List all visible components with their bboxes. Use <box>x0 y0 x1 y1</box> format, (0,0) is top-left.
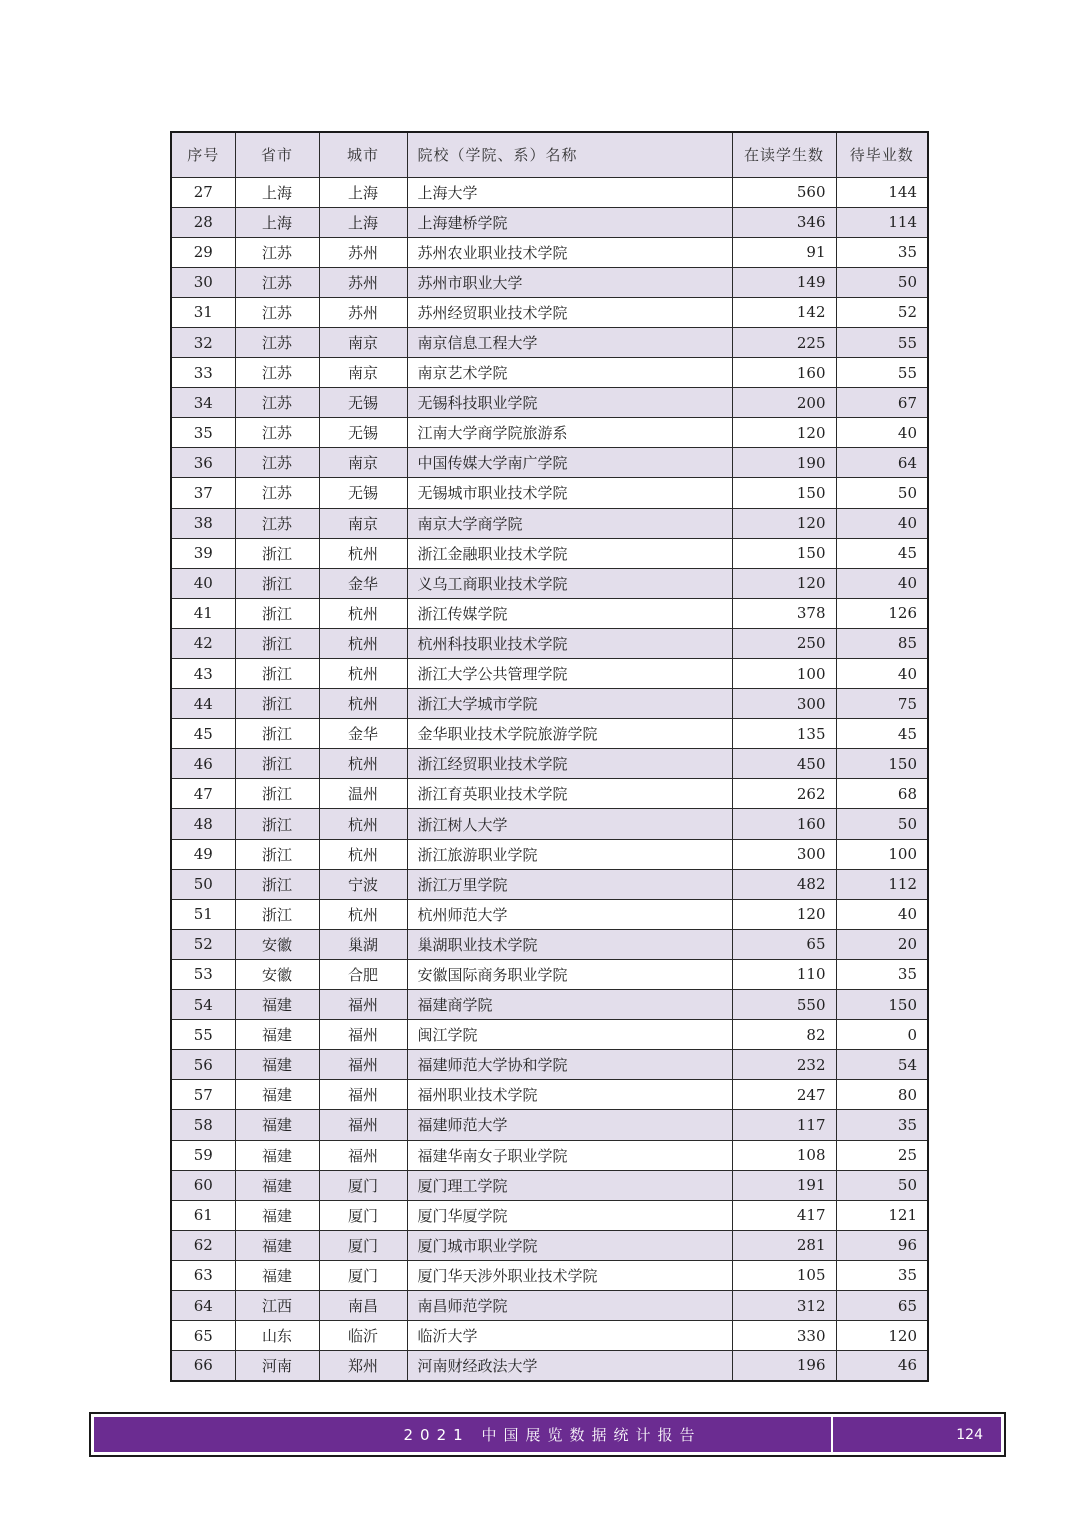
table-row <box>171 779 928 809</box>
cell-enrolled: 281 <box>732 1230 836 1260</box>
cell-school-name: 浙江育英职业技术学院 <box>407 779 732 809</box>
cell-province: 浙江 <box>235 809 319 839</box>
cell-no: 46 <box>171 749 235 779</box>
cell-city: 厦门 <box>319 1260 407 1290</box>
table-row <box>171 749 928 779</box>
cell-province: 江苏 <box>235 418 319 448</box>
table-row <box>171 448 928 478</box>
cell-enrolled: 312 <box>732 1290 836 1320</box>
table-row <box>171 628 928 658</box>
table-row <box>171 1170 928 1200</box>
cell-no: 28 <box>171 207 235 237</box>
cell-province: 江西 <box>235 1290 319 1320</box>
table-row <box>171 1080 928 1110</box>
cell-city: 上海 <box>319 207 407 237</box>
cell-no: 30 <box>171 267 235 297</box>
cell-graduating: 35 <box>836 237 928 267</box>
cell-no: 49 <box>171 839 235 869</box>
cell-school-name: 浙江经贸职业技术学院 <box>407 749 732 779</box>
cell-no: 47 <box>171 779 235 809</box>
cell-graduating: 120 <box>836 1321 928 1351</box>
table-row <box>171 598 928 628</box>
cell-graduating: 67 <box>836 388 928 418</box>
cell-graduating: 40 <box>836 418 928 448</box>
page-number: 124 <box>956 1426 983 1443</box>
cell-school-name: 义乌工商职业技术学院 <box>407 568 732 598</box>
cell-enrolled: 247 <box>732 1080 836 1110</box>
cell-city: 郑州 <box>319 1351 407 1381</box>
cell-no: 43 <box>171 659 235 689</box>
footer-band <box>94 1417 1001 1452</box>
cell-school-name: 浙江旅游职业学院 <box>407 839 732 869</box>
cell-province: 江苏 <box>235 267 319 297</box>
cell-city: 南京 <box>319 358 407 388</box>
cell-graduating: 25 <box>836 1140 928 1170</box>
cell-city: 宁波 <box>319 869 407 899</box>
cell-school-name: 浙江传媒学院 <box>407 598 732 628</box>
cell-province: 福建 <box>235 990 319 1020</box>
cell-province: 福建 <box>235 1170 319 1200</box>
cell-school-name: 福建商学院 <box>407 990 732 1020</box>
cell-province: 安徽 <box>235 959 319 989</box>
cell-province: 江苏 <box>235 478 319 508</box>
cell-graduating: 55 <box>836 327 928 357</box>
cell-school-name: 福建师范大学协和学院 <box>407 1050 732 1080</box>
cell-city: 金华 <box>319 719 407 749</box>
cell-school-name: 上海建桥学院 <box>407 207 732 237</box>
cell-graduating: 126 <box>836 598 928 628</box>
cell-city: 苏州 <box>319 267 407 297</box>
cell-enrolled: 196 <box>732 1351 836 1381</box>
cell-graduating: 20 <box>836 929 928 959</box>
table-row <box>171 388 928 418</box>
cell-school-name: 浙江金融职业技术学院 <box>407 538 732 568</box>
cell-city: 杭州 <box>319 749 407 779</box>
cell-school-name: 无锡城市职业技术学院 <box>407 478 732 508</box>
cell-graduating: 40 <box>836 568 928 598</box>
cell-province: 江苏 <box>235 358 319 388</box>
cell-enrolled: 160 <box>732 358 836 388</box>
cell-no: 38 <box>171 508 235 538</box>
cell-enrolled: 100 <box>732 659 836 689</box>
cell-no: 36 <box>171 448 235 478</box>
cell-school-name: 浙江树人大学 <box>407 809 732 839</box>
cell-no: 33 <box>171 358 235 388</box>
cell-city: 福州 <box>319 1110 407 1140</box>
table-row <box>171 839 928 869</box>
table-row <box>171 959 928 989</box>
header-city: 城市 <box>319 132 407 177</box>
cell-city: 南昌 <box>319 1290 407 1320</box>
cell-province: 江苏 <box>235 297 319 327</box>
cell-city: 巢湖 <box>319 929 407 959</box>
cell-no: 44 <box>171 689 235 719</box>
cell-city: 金华 <box>319 568 407 598</box>
cell-no: 39 <box>171 538 235 568</box>
cell-school-name: 江南大学商学院旅游系 <box>407 418 732 448</box>
cell-school-name: 福建师范大学 <box>407 1110 732 1140</box>
cell-province: 福建 <box>235 1050 319 1080</box>
cell-school-name: 福州职业技术学院 <box>407 1080 732 1110</box>
table-header-row <box>171 132 928 177</box>
cell-graduating: 114 <box>836 207 928 237</box>
cell-enrolled: 417 <box>732 1200 836 1230</box>
cell-graduating: 65 <box>836 1290 928 1320</box>
cell-city: 苏州 <box>319 297 407 327</box>
cell-enrolled: 482 <box>732 869 836 899</box>
footer-bar <box>89 1412 1006 1457</box>
cell-graduating: 45 <box>836 538 928 568</box>
header-no: 序号 <box>171 132 235 177</box>
table-row <box>171 1230 928 1260</box>
table-row <box>171 659 928 689</box>
cell-graduating: 35 <box>836 1110 928 1140</box>
cell-enrolled: 120 <box>732 568 836 598</box>
cell-city: 上海 <box>319 177 407 207</box>
cell-city: 南京 <box>319 327 407 357</box>
table-row <box>171 1020 928 1050</box>
cell-no: 45 <box>171 719 235 749</box>
cell-no: 65 <box>171 1321 235 1351</box>
table-row <box>171 237 928 267</box>
cell-city: 杭州 <box>319 538 407 568</box>
cell-city: 无锡 <box>319 388 407 418</box>
cell-school-name: 中国传媒大学南广学院 <box>407 448 732 478</box>
cell-school-name: 南京信息工程大学 <box>407 327 732 357</box>
cell-school-name: 无锡科技职业学院 <box>407 388 732 418</box>
cell-province: 福建 <box>235 1230 319 1260</box>
table-row <box>171 1050 928 1080</box>
table-row <box>171 1321 928 1351</box>
cell-province: 福建 <box>235 1260 319 1290</box>
cell-enrolled: 450 <box>732 749 836 779</box>
cell-city: 厦门 <box>319 1230 407 1260</box>
table-row <box>171 1351 928 1381</box>
cell-city: 温州 <box>319 779 407 809</box>
cell-no: 42 <box>171 628 235 658</box>
cell-school-name: 南京大学商学院 <box>407 508 732 538</box>
cell-school-name: 河南财经政法大学 <box>407 1351 732 1381</box>
cell-province: 浙江 <box>235 689 319 719</box>
cell-no: 54 <box>171 990 235 1020</box>
cell-province: 江苏 <box>235 388 319 418</box>
table-row <box>171 899 928 929</box>
cell-province: 浙江 <box>235 749 319 779</box>
cell-graduating: 40 <box>836 659 928 689</box>
cell-enrolled: 300 <box>732 839 836 869</box>
cell-school-name: 杭州师范大学 <box>407 899 732 929</box>
cell-graduating: 150 <box>836 749 928 779</box>
cell-school-name: 安徽国际商务职业学院 <box>407 959 732 989</box>
table-row <box>171 478 928 508</box>
cell-city: 临沂 <box>319 1321 407 1351</box>
cell-province: 上海 <box>235 177 319 207</box>
cell-province: 浙江 <box>235 899 319 929</box>
table-row <box>171 1110 928 1140</box>
header-name: 院校（学院、系）名称 <box>407 132 732 177</box>
cell-enrolled: 346 <box>732 207 836 237</box>
cell-no: 52 <box>171 929 235 959</box>
cell-province: 福建 <box>235 1020 319 1050</box>
cell-city: 福州 <box>319 1140 407 1170</box>
cell-city: 杭州 <box>319 809 407 839</box>
cell-city: 厦门 <box>319 1170 407 1200</box>
cell-no: 31 <box>171 297 235 327</box>
cell-province: 浙江 <box>235 568 319 598</box>
cell-enrolled: 160 <box>732 809 836 839</box>
cell-enrolled: 232 <box>732 1050 836 1080</box>
table-row <box>171 418 928 448</box>
cell-enrolled: 225 <box>732 327 836 357</box>
cell-enrolled: 150 <box>732 478 836 508</box>
cell-no: 40 <box>171 568 235 598</box>
cell-no: 58 <box>171 1110 235 1140</box>
table-row <box>171 568 928 598</box>
cell-no: 64 <box>171 1290 235 1320</box>
cell-no: 48 <box>171 809 235 839</box>
cell-enrolled: 150 <box>732 538 836 568</box>
cell-city: 南京 <box>319 508 407 538</box>
cell-graduating: 55 <box>836 358 928 388</box>
header-enrolled: 在读学生数 <box>732 132 836 177</box>
table-row <box>171 177 928 207</box>
cell-graduating: 54 <box>836 1050 928 1080</box>
cell-graduating: 35 <box>836 959 928 989</box>
cell-enrolled: 105 <box>732 1260 836 1290</box>
cell-city: 杭州 <box>319 598 407 628</box>
cell-school-name: 南京艺术学院 <box>407 358 732 388</box>
cell-city: 杭州 <box>319 899 407 929</box>
cell-enrolled: 378 <box>732 598 836 628</box>
cell-school-name: 闽江学院 <box>407 1020 732 1050</box>
cell-no: 51 <box>171 899 235 929</box>
cell-enrolled: 120 <box>732 508 836 538</box>
table-row <box>171 327 928 357</box>
cell-no: 41 <box>171 598 235 628</box>
table-row <box>171 297 928 327</box>
cell-city: 福州 <box>319 1080 407 1110</box>
cell-school-name: 厦门城市职业学院 <box>407 1230 732 1260</box>
table-body <box>171 177 928 1381</box>
cell-province: 浙江 <box>235 869 319 899</box>
cell-city: 福州 <box>319 990 407 1020</box>
cell-no: 63 <box>171 1260 235 1290</box>
cell-enrolled: 135 <box>732 719 836 749</box>
cell-no: 32 <box>171 327 235 357</box>
cell-school-name: 巢湖职业技术学院 <box>407 929 732 959</box>
cell-school-name: 浙江大学公共管理学院 <box>407 659 732 689</box>
table-row <box>171 719 928 749</box>
table-row <box>171 809 928 839</box>
cell-graduating: 52 <box>836 297 928 327</box>
cell-city: 苏州 <box>319 237 407 267</box>
cell-school-name: 苏州市职业大学 <box>407 267 732 297</box>
cell-province: 浙江 <box>235 779 319 809</box>
cell-graduating: 85 <box>836 628 928 658</box>
cell-enrolled: 190 <box>732 448 836 478</box>
cell-city: 杭州 <box>319 689 407 719</box>
cell-school-name: 苏州经贸职业技术学院 <box>407 297 732 327</box>
cell-graduating: 96 <box>836 1230 928 1260</box>
cell-province: 江苏 <box>235 508 319 538</box>
cell-graduating: 50 <box>836 478 928 508</box>
cell-enrolled: 560 <box>732 177 836 207</box>
cell-no: 35 <box>171 418 235 448</box>
cell-graduating: 40 <box>836 899 928 929</box>
cell-no: 66 <box>171 1351 235 1381</box>
cell-enrolled: 120 <box>732 899 836 929</box>
cell-no: 56 <box>171 1050 235 1080</box>
cell-city: 无锡 <box>319 478 407 508</box>
cell-no: 55 <box>171 1020 235 1050</box>
cell-enrolled: 117 <box>732 1110 836 1140</box>
table-row <box>171 267 928 297</box>
table-row <box>171 1260 928 1290</box>
table-row <box>171 689 928 719</box>
cell-school-name: 福建华南女子职业学院 <box>407 1140 732 1170</box>
cell-school-name: 金华职业技术学院旅游学院 <box>407 719 732 749</box>
cell-graduating: 50 <box>836 809 928 839</box>
cell-province: 浙江 <box>235 719 319 749</box>
cell-school-name: 临沂大学 <box>407 1321 732 1351</box>
cell-no: 27 <box>171 177 235 207</box>
cell-enrolled: 65 <box>732 929 836 959</box>
colleges-table <box>170 131 929 1382</box>
table-row <box>171 1290 928 1320</box>
cell-enrolled: 200 <box>732 388 836 418</box>
cell-province: 浙江 <box>235 598 319 628</box>
cell-enrolled: 142 <box>732 297 836 327</box>
header-province: 省市 <box>235 132 319 177</box>
cell-graduating: 80 <box>836 1080 928 1110</box>
cell-graduating: 46 <box>836 1351 928 1381</box>
cell-province: 福建 <box>235 1080 319 1110</box>
cell-enrolled: 330 <box>732 1321 836 1351</box>
cell-school-name: 上海大学 <box>407 177 732 207</box>
table-row <box>171 538 928 568</box>
table-row <box>171 1200 928 1230</box>
table-row <box>171 358 928 388</box>
cell-city: 杭州 <box>319 839 407 869</box>
cell-graduating: 0 <box>836 1020 928 1050</box>
cell-province: 安徽 <box>235 929 319 959</box>
cell-no: 37 <box>171 478 235 508</box>
cell-province: 江苏 <box>235 237 319 267</box>
cell-province: 上海 <box>235 207 319 237</box>
cell-no: 53 <box>171 959 235 989</box>
cell-city: 福州 <box>319 1020 407 1050</box>
cell-school-name: 杭州科技职业技术学院 <box>407 628 732 658</box>
cell-province: 江苏 <box>235 448 319 478</box>
cell-no: 29 <box>171 237 235 267</box>
cell-province: 福建 <box>235 1110 319 1140</box>
cell-enrolled: 91 <box>732 237 836 267</box>
cell-province: 江苏 <box>235 327 319 357</box>
cell-no: 50 <box>171 869 235 899</box>
cell-city: 杭州 <box>319 659 407 689</box>
cell-enrolled: 250 <box>732 628 836 658</box>
cell-enrolled: 262 <box>732 779 836 809</box>
cell-province: 浙江 <box>235 659 319 689</box>
cell-province: 浙江 <box>235 839 319 869</box>
cell-graduating: 121 <box>836 1200 928 1230</box>
cell-enrolled: 82 <box>732 1020 836 1050</box>
table-row <box>171 990 928 1020</box>
cell-graduating: 75 <box>836 689 928 719</box>
cell-school-name: 浙江万里学院 <box>407 869 732 899</box>
cell-city: 杭州 <box>319 628 407 658</box>
cell-school-name: 南昌师范学院 <box>407 1290 732 1320</box>
cell-province: 浙江 <box>235 538 319 568</box>
cell-no: 62 <box>171 1230 235 1260</box>
cell-graduating: 45 <box>836 719 928 749</box>
cell-graduating: 64 <box>836 448 928 478</box>
cell-no: 34 <box>171 388 235 418</box>
cell-enrolled: 149 <box>732 267 836 297</box>
cell-school-name: 苏州农业职业技术学院 <box>407 237 732 267</box>
cell-province: 河南 <box>235 1351 319 1381</box>
footer-report-title: 2021 中国展览数据统计报告 <box>94 1417 833 1452</box>
cell-province: 山东 <box>235 1321 319 1351</box>
cell-enrolled: 110 <box>732 959 836 989</box>
cell-graduating: 100 <box>836 839 928 869</box>
cell-graduating: 50 <box>836 1170 928 1200</box>
table-row <box>171 929 928 959</box>
cell-province: 浙江 <box>235 628 319 658</box>
cell-city: 合肥 <box>319 959 407 989</box>
cell-no: 60 <box>171 1170 235 1200</box>
table-row <box>171 869 928 899</box>
cell-graduating: 35 <box>836 1260 928 1290</box>
table-row <box>171 1140 928 1170</box>
header-graduating: 待毕业数 <box>836 132 928 177</box>
cell-city: 福州 <box>319 1050 407 1080</box>
cell-no: 59 <box>171 1140 235 1170</box>
cell-province: 福建 <box>235 1200 319 1230</box>
cell-school-name: 厦门华厦学院 <box>407 1200 732 1230</box>
cell-city: 无锡 <box>319 418 407 448</box>
cell-city: 厦门 <box>319 1200 407 1230</box>
cell-school-name: 浙江大学城市学院 <box>407 689 732 719</box>
cell-graduating: 144 <box>836 177 928 207</box>
cell-school-name: 厦门华天涉外职业技术学院 <box>407 1260 732 1290</box>
cell-province: 福建 <box>235 1140 319 1170</box>
cell-graduating: 112 <box>836 869 928 899</box>
cell-no: 61 <box>171 1200 235 1230</box>
cell-enrolled: 108 <box>732 1140 836 1170</box>
cell-enrolled: 300 <box>732 689 836 719</box>
cell-enrolled: 191 <box>732 1170 836 1200</box>
cell-enrolled: 550 <box>732 990 836 1020</box>
cell-graduating: 68 <box>836 779 928 809</box>
cell-enrolled: 120 <box>732 418 836 448</box>
cell-graduating: 40 <box>836 508 928 538</box>
cell-no: 57 <box>171 1080 235 1110</box>
cell-graduating: 150 <box>836 990 928 1020</box>
table-row <box>171 207 928 237</box>
cell-graduating: 50 <box>836 267 928 297</box>
table-row <box>171 508 928 538</box>
cell-city: 南京 <box>319 448 407 478</box>
cell-school-name: 厦门理工学院 <box>407 1170 732 1200</box>
